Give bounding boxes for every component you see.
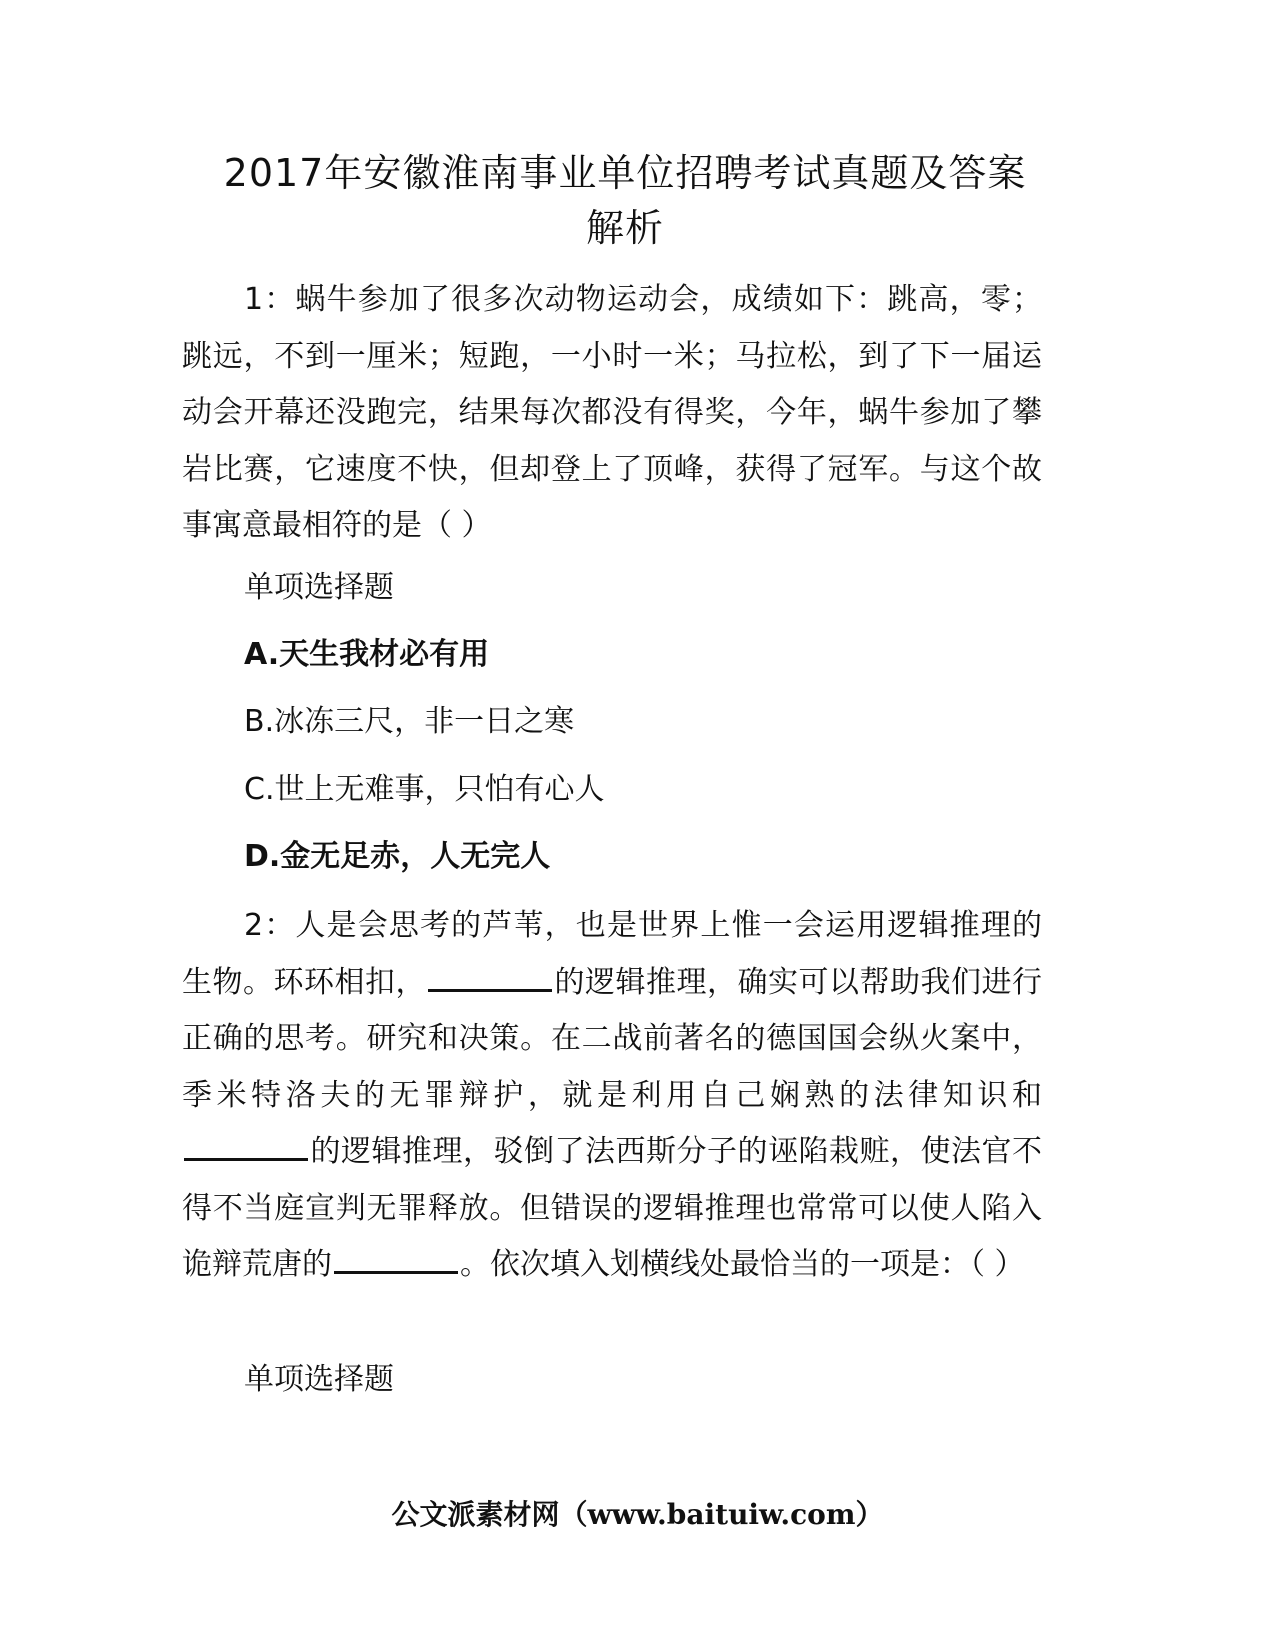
question-1-option-c: C.世上无难事，只怕有心人 [244,772,605,807]
question-2-text-2: 的逻辑推理，确实可以帮助我们进行正确的思考。研究和决策。在二战前著名的德国国会纵火案中，季米特洛夫的无罪辩护，就是利用自己娴熟的法律知识和 [182,964,1042,1113]
question-2-text-4: 。依次填入划横线处最恰当的一项是：（ ） [460,1247,1025,1282]
question-1-type: 单项选择题 [244,570,394,605]
fill-blank-2 [184,1128,308,1161]
fill-blank-1 [428,959,552,992]
footer-watermark: 公文派素材网（www.baituiw.com） [391,1498,884,1531]
question-2-text-1: 2：人是会思考的芦苇，也是世界上惟一会运用逻辑推理的生物。环环相扣， [182,908,1042,1000]
question-2-stem [182,898,1042,1294]
question-2-type: 单项选择题 [244,1362,394,1397]
document-title-line2: 解析 [585,206,664,250]
question-1-option-a: A.天生我材必有用 [244,637,490,672]
question-2-text-3: 的逻辑推理，驳倒了法西斯分子的诬陷栽赃，使法官不得不当庭宣判无罪释放。但错误的逻辑推理也常常可以使人陷入诡辩荒唐的 [182,1134,1042,1282]
fill-blank-3 [334,1241,458,1274]
question-1-stem: 1：蜗牛参加了很多次动物运动会，成绩如下：跳高，零；跳远，不到一厘米；短跑，一小时一米；马拉松，到了下一届运动会开幕还没跑完，结果每次都没有得奖，今年，蜗牛参加了攀岩比赛，它速度不快，但却登上了顶峰，获得了冠军。与这个故事寓意最相符的是（ ） [182,282,1042,543]
document-title-line1: 2017年安徽淮南事业单位招聘考试真题及答案 [223,151,1027,195]
question-1-option-d: D.金无足赤，人无完人 [244,839,551,874]
question-1-option-b: B.冰冻三尺，非一日之寒 [244,704,575,739]
